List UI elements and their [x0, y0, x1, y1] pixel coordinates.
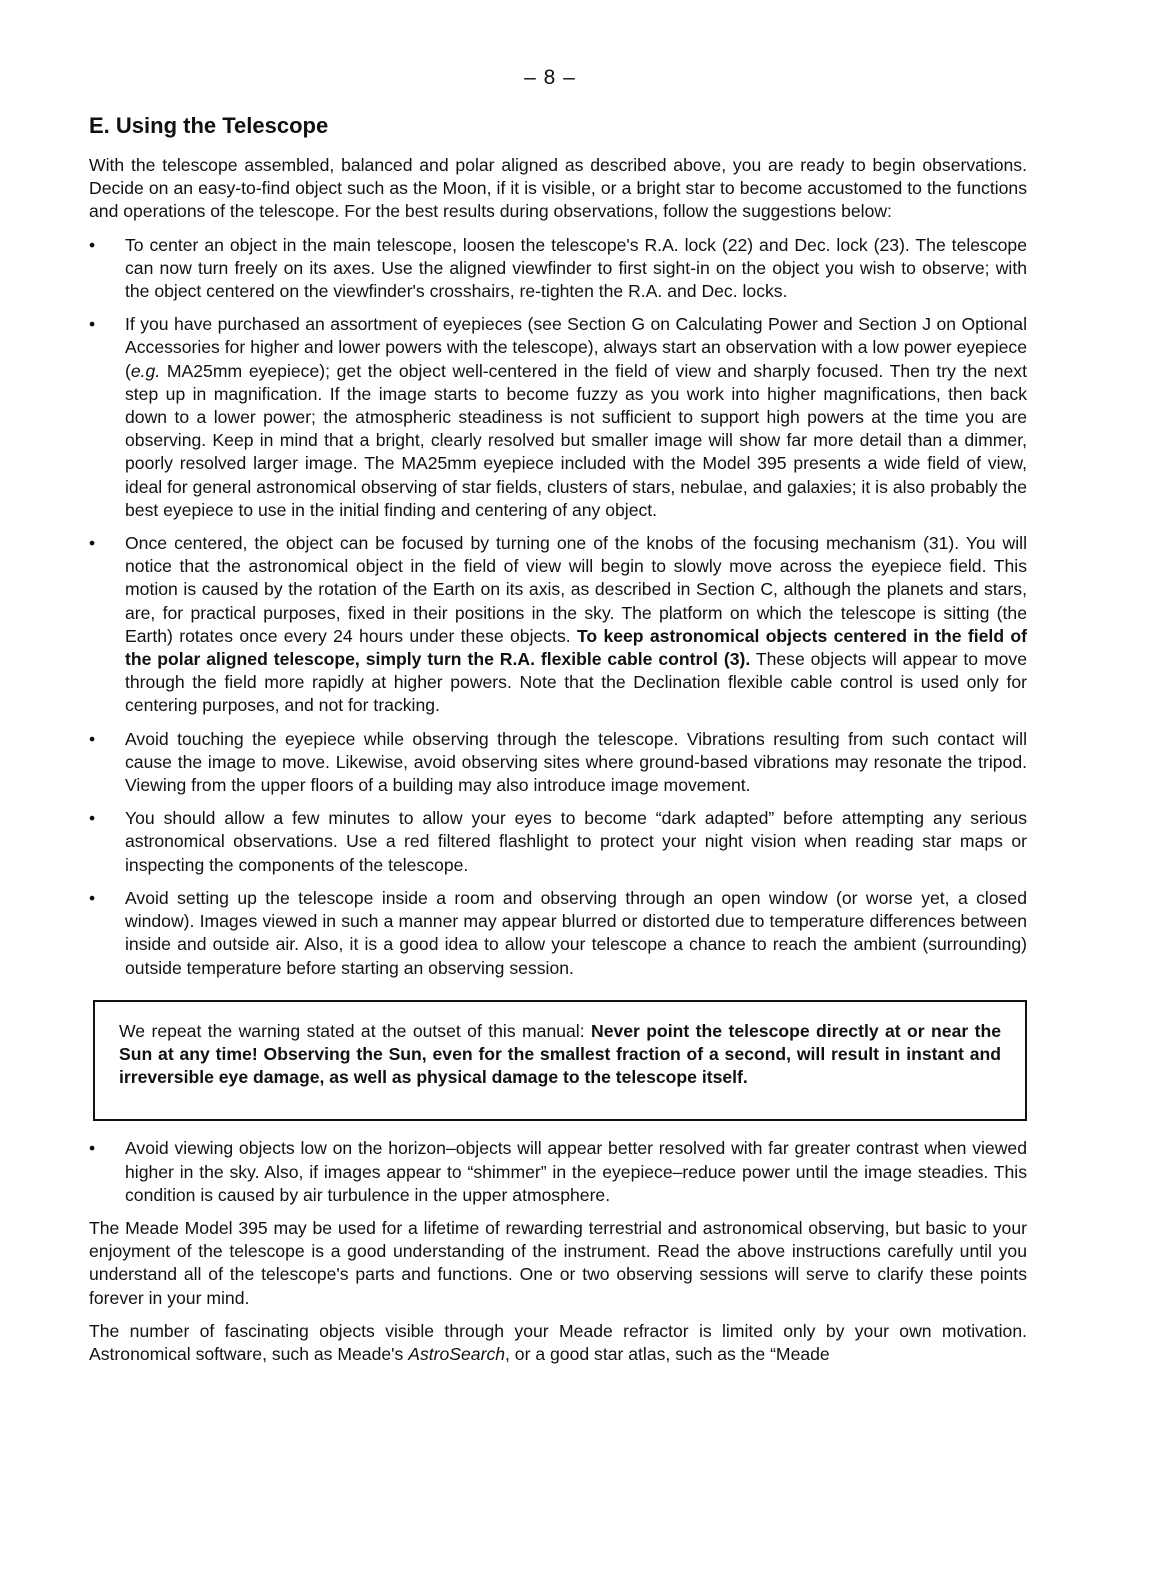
list-item-dark-adapt: • You should allow a few minutes to allow your eyes to become “dark adapted” before attempting any serious astronomical observations. Use a red filtered flashlight to protect your night vision when reading star maps or inspecting the components of the telescope. [89, 807, 1027, 877]
intro-paragraph: With the telescope assembled, balanced and polar aligned as described above, you are ready to begin observations. Decide on an easy-to-find object such as the Moon, if it is visible, or a bright star to become accustomed to the functions and operations of the telescope. For the best results during observations, follow the suggestions below: [89, 155, 1027, 222]
list-item-focusing: • Once centered, the object can be focused by turning one of the knobs of the focusing mechanism (31). You will notice that the astronomical object in the field of view will begin to slowly move across the eyepiece field. This motion is caused by the rotation of the Earth on its axis, as described in Section C, although the planets and stars, are, for practical purposes, fixed in their positions in the sky. The platform on which the telescope is sitting (the Earth) rotates once every 24 hours under these objects. To keep astronomical objects centered in the field of the polar aligned telescope, simply turn the R.A. flexible cable control (3). These objects will appear to move through the field more rapidly at higher powers. Note that the Declination flexible cable control is used only for centering purposes, and not for tracking. [89, 532, 1027, 718]
list-item-centering: • To center an object in the main telescope, loosen the telescope's R.A. lock (22) and Dec. lock (23). The telescope can now turn freely on its axes. Use the aligned viewfinder to first sight-in on the object you wish to observe; with the object centered on the viewfinder's crosshairs, re-tighten the R.A. and Dec. locks. [89, 234, 1027, 304]
list-item-horizon: • Avoid viewing objects low on the horizon–objects will appear better resolved with far greater contrast when viewed higher in the sky. Also, if images appear to “shimmer” in the eyepiece–reduce power until the image steadies. This condition is caused by air turbulence in the upper atmosphere. [89, 1137, 1027, 1207]
sun-warning-box: We repeat the warning stated at the outset of this manual: Never point the telescope directly at or near the Sun at any time! Observing the Sun, even for the smallest fraction of a second, will result in instant and irreversible eye damage, as well as physical damage to the telescope itself. [93, 1000, 1027, 1122]
list-item-window: • Avoid setting up the telescope inside a room and observing through an open window (or worse yet, a closed window). Images viewed in such a manner may appear blurred or distorted due to temperature differences between inside and outside air. Also, it is a good idea to allow your telescope a chance to reach the ambient (surrounding) outside temperature before starting an observing session. [89, 887, 1027, 980]
closing-paragraph: The Meade Model 395 may be used for a lifetime of rewarding terrestrial and astronomical observing, but basic to your enjoyment of the telescope is a good understanding of the instrument. Read the above instructions carefully until you understand all of the telescope's parts and functions. One or two observing sessions will serve to clarify these points forever in your mind. [89, 1217, 1027, 1308]
page-content [89, 112, 1027, 1376]
page-number: – 8 – [524, 66, 576, 89]
suggestions-list-continued [89, 1137, 1027, 1207]
final-paragraph: The number of fascinating objects visible through your Meade refractor is limited only by your own motivation. Astronomical software, such as Meade's AstroSearch, or a good star atlas, such as the “Meade [89, 1320, 1027, 1364]
list-item-eyepieces: • If you have purchased an assortment of eyepieces (see Section G on Calculating Power and Section J on Optional Accessories for higher and lower powers with the telescope), always start an observation with a low power eyepiece (e.g. MA25mm eyepiece); get the object well-centered in the field of view and sharply focused. Then try the next step up in magnification. If the image starts to become fuzzy as you work into higher magnifications, then back down to a lower power; the atmospheric steadiness is not sufficient to support high powers at the time you are observing. Keep in mind that a bright, clearly resolved but smaller image will show far more detail than a dimmer, poorly resolved larger image. The MA25mm eyepiece included with the Model 395 presents a wide field of view, ideal for general astronomical observing of star fields, clusters of stars, nebulae, and galaxies; it is also probably the best eyepiece to use in the initial finding and centering of any object. [89, 313, 1027, 522]
list-item-vibrations: • Avoid touching the eyepiece while observing through the telescope. Vibrations resulting from such contact will cause the image to move. Likewise, avoid observing sites where ground-based vibrations may resonate the tripod. Viewing from the upper floors of a building may also introduce image movement. [89, 728, 1027, 798]
section-title: E. Using the Telescope [89, 113, 329, 138]
suggestions-list [89, 234, 1027, 980]
